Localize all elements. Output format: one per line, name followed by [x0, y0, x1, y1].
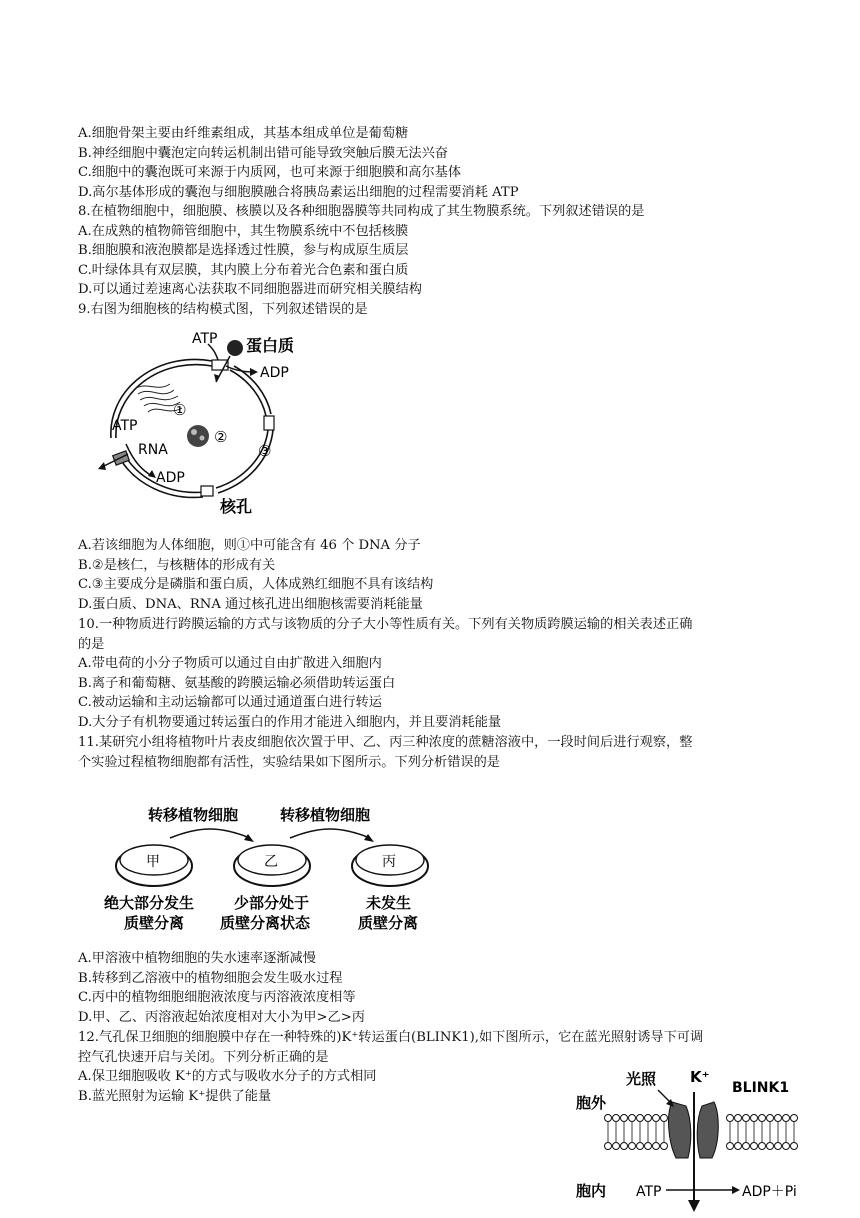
- dish-label-bing: 丙: [382, 854, 396, 870]
- label-atp-top: ATP: [192, 331, 218, 347]
- caption-1-line1: 绝大部分发生: [104, 894, 195, 912]
- q11-option-d: D.甲、乙、丙溶液起始浓度相对大小为甲>乙>丙: [78, 1009, 365, 1025]
- question-9-options: [78, 536, 798, 614]
- q11-option-c: C.丙中的植物细胞细胞液浓度与丙溶液浓度相等: [78, 990, 356, 1006]
- question-8: [78, 202, 798, 300]
- q11-stem-line2: 个实验过程植物细胞都有活性，实验结果如下图所示。下列分析错误的是: [78, 754, 500, 770]
- q8-stem: 8.在植物细胞中，细胞膜、核膜以及各种细胞器膜等共同构成了其生物膜系统。下列叙述错误的是: [78, 204, 645, 219]
- caption-2-line1: 少部分处于: [234, 894, 310, 912]
- caption-1-line2: 质壁分离: [124, 914, 185, 932]
- label-circle-2: ②: [214, 428, 228, 446]
- q9-option-b: B.②是核仁，与核糖体的形成有关: [78, 557, 276, 573]
- q8-option-c: C.叶绿体具有双层膜，其内膜上分布着光合色素和蛋白质: [78, 262, 409, 278]
- q11-stem-line1: 11.某研究小组将植物叶片表皮细胞依次置于甲、乙、丙三种浓度的蔗糖溶液中，一段时间后进行观察，整: [78, 735, 693, 750]
- plasmolysis-figure: [90, 796, 450, 936]
- q7-option-b: B.神经细胞中囊泡定向转运机制出错可能导致突触后膜无法兴奋: [78, 145, 448, 161]
- question-11-options: [78, 949, 798, 1027]
- label-protein: 蛋白质: [246, 336, 295, 355]
- q12-stem-line2: 控气孔快速开启与关闭。下列分析正确的是: [78, 1049, 329, 1065]
- caption-3-line1: 未发生: [366, 894, 412, 912]
- caption-3-line2: 质壁分离: [358, 914, 419, 932]
- q9-option-d: D.蛋白质、DNA、RNA 通过核孔进出细胞核需要消耗能量: [78, 596, 423, 612]
- q7-option-a: A.细胞骨架主要由纤维素组成，其基本组成单位是葡萄糖: [78, 126, 409, 141]
- q9-stem: 9.右图为细胞核的结构模式图，下列叙述错误的是: [78, 302, 368, 317]
- arrow-label-1: 转移植物细胞: [148, 806, 239, 824]
- question-11-stem: [78, 733, 798, 772]
- q11-option-b: B.转移到乙溶液中的植物细胞会发生吸水过程: [78, 970, 343, 986]
- label-adp-top: ADP: [260, 365, 289, 381]
- q11-option-a: A.甲溶液中植物细胞的失水速率逐渐减慢: [78, 951, 316, 966]
- nucleus-figure: [88, 326, 308, 516]
- label-atp-left: ATP: [112, 418, 138, 434]
- q10-option-a: A.带电荷的小分子物质可以通过自由扩散进入细胞内: [78, 656, 382, 672]
- arrow-label-2: 转移植物细胞: [280, 806, 371, 824]
- question-7-options: [78, 124, 798, 202]
- q12-stem-line1: 12.气孔保卫细胞的细胞膜中存在一种特殊的)K⁺转运蛋白(BLINK1),如下图所示，它在蓝光照射诱导下可调: [78, 1030, 704, 1045]
- dish-label-jia: 甲: [146, 854, 160, 870]
- label-atp: ATP: [636, 1184, 662, 1200]
- q10-stem-line2: 的是: [78, 636, 105, 652]
- label-rna: RNA: [138, 442, 168, 458]
- label-circle-3: ③: [258, 442, 272, 460]
- q8-option-a: A.在成熟的植物筛管细胞中，其生物膜系统中不包括核膜: [78, 223, 409, 239]
- question-10: [78, 615, 798, 733]
- label-k-ion: K⁺: [690, 1068, 710, 1086]
- dish-label-yi: 乙: [264, 854, 278, 870]
- label-blink1: BLINK1: [732, 1080, 790, 1096]
- q10-stem-line1: 10.一种物质进行跨膜运输的方式与该物质的分子大小等性质有关。下列有关物质跨膜运输的相关表述正确: [78, 617, 693, 632]
- label-light: 光照: [626, 1070, 657, 1088]
- q10-option-c: C.被动运输和主动运输都可以通过通道蛋白进行转运: [78, 695, 382, 711]
- q7-option-c: C.细胞中的囊泡既可来源于内质网，也可来源于细胞膜和高尔基体: [78, 165, 462, 181]
- q10-option-b: B.离子和葡萄糖、氨基酸的跨膜运输必须借助转运蛋白: [78, 675, 396, 691]
- q9-option-a: A.若该细胞为人体细胞，则①中可能含有 46 个 DNA 分子: [78, 538, 421, 553]
- caption-2-line2: 质壁分离状态: [220, 914, 311, 932]
- q12-option-a: A.保卫细胞吸收 K⁺的方式与吸收水分子的方式相同: [78, 1069, 377, 1085]
- label-adp-left: ADP: [156, 470, 185, 486]
- label-adp-pi: ADP＋Pi: [742, 1184, 797, 1200]
- label-nuclear-pore: 核孔: [220, 497, 253, 516]
- question-9-stem: [78, 300, 798, 320]
- q12-option-b: B.蓝光照射为运输 K⁺提供了能量: [78, 1088, 272, 1104]
- label-circle-1: ①: [173, 401, 187, 419]
- q9-option-c: C.③主要成分是磷脂和蛋白质，人体成熟红细胞不具有该结构: [78, 577, 434, 593]
- label-outside: 胞外: [576, 1094, 607, 1112]
- q8-option-b: B.细胞膜和液泡膜都是选择透过性膜，参与构成原生质层: [78, 243, 409, 259]
- label-inside: 胞内: [576, 1182, 607, 1200]
- q7-option-d: D.高尔基体形成的囊泡与细胞膜融合将胰岛素运出细胞的过程需要消耗 ATP: [78, 184, 519, 200]
- blink1-figure: [574, 1062, 810, 1214]
- q8-option-d: D.可以通过差速离心法获取不同细胞器进而研究相关膜结构: [78, 282, 422, 298]
- q10-option-d: D.大分子有机物要通过转运蛋白的作用才能进入细胞内，并且要消耗能量: [78, 714, 502, 730]
